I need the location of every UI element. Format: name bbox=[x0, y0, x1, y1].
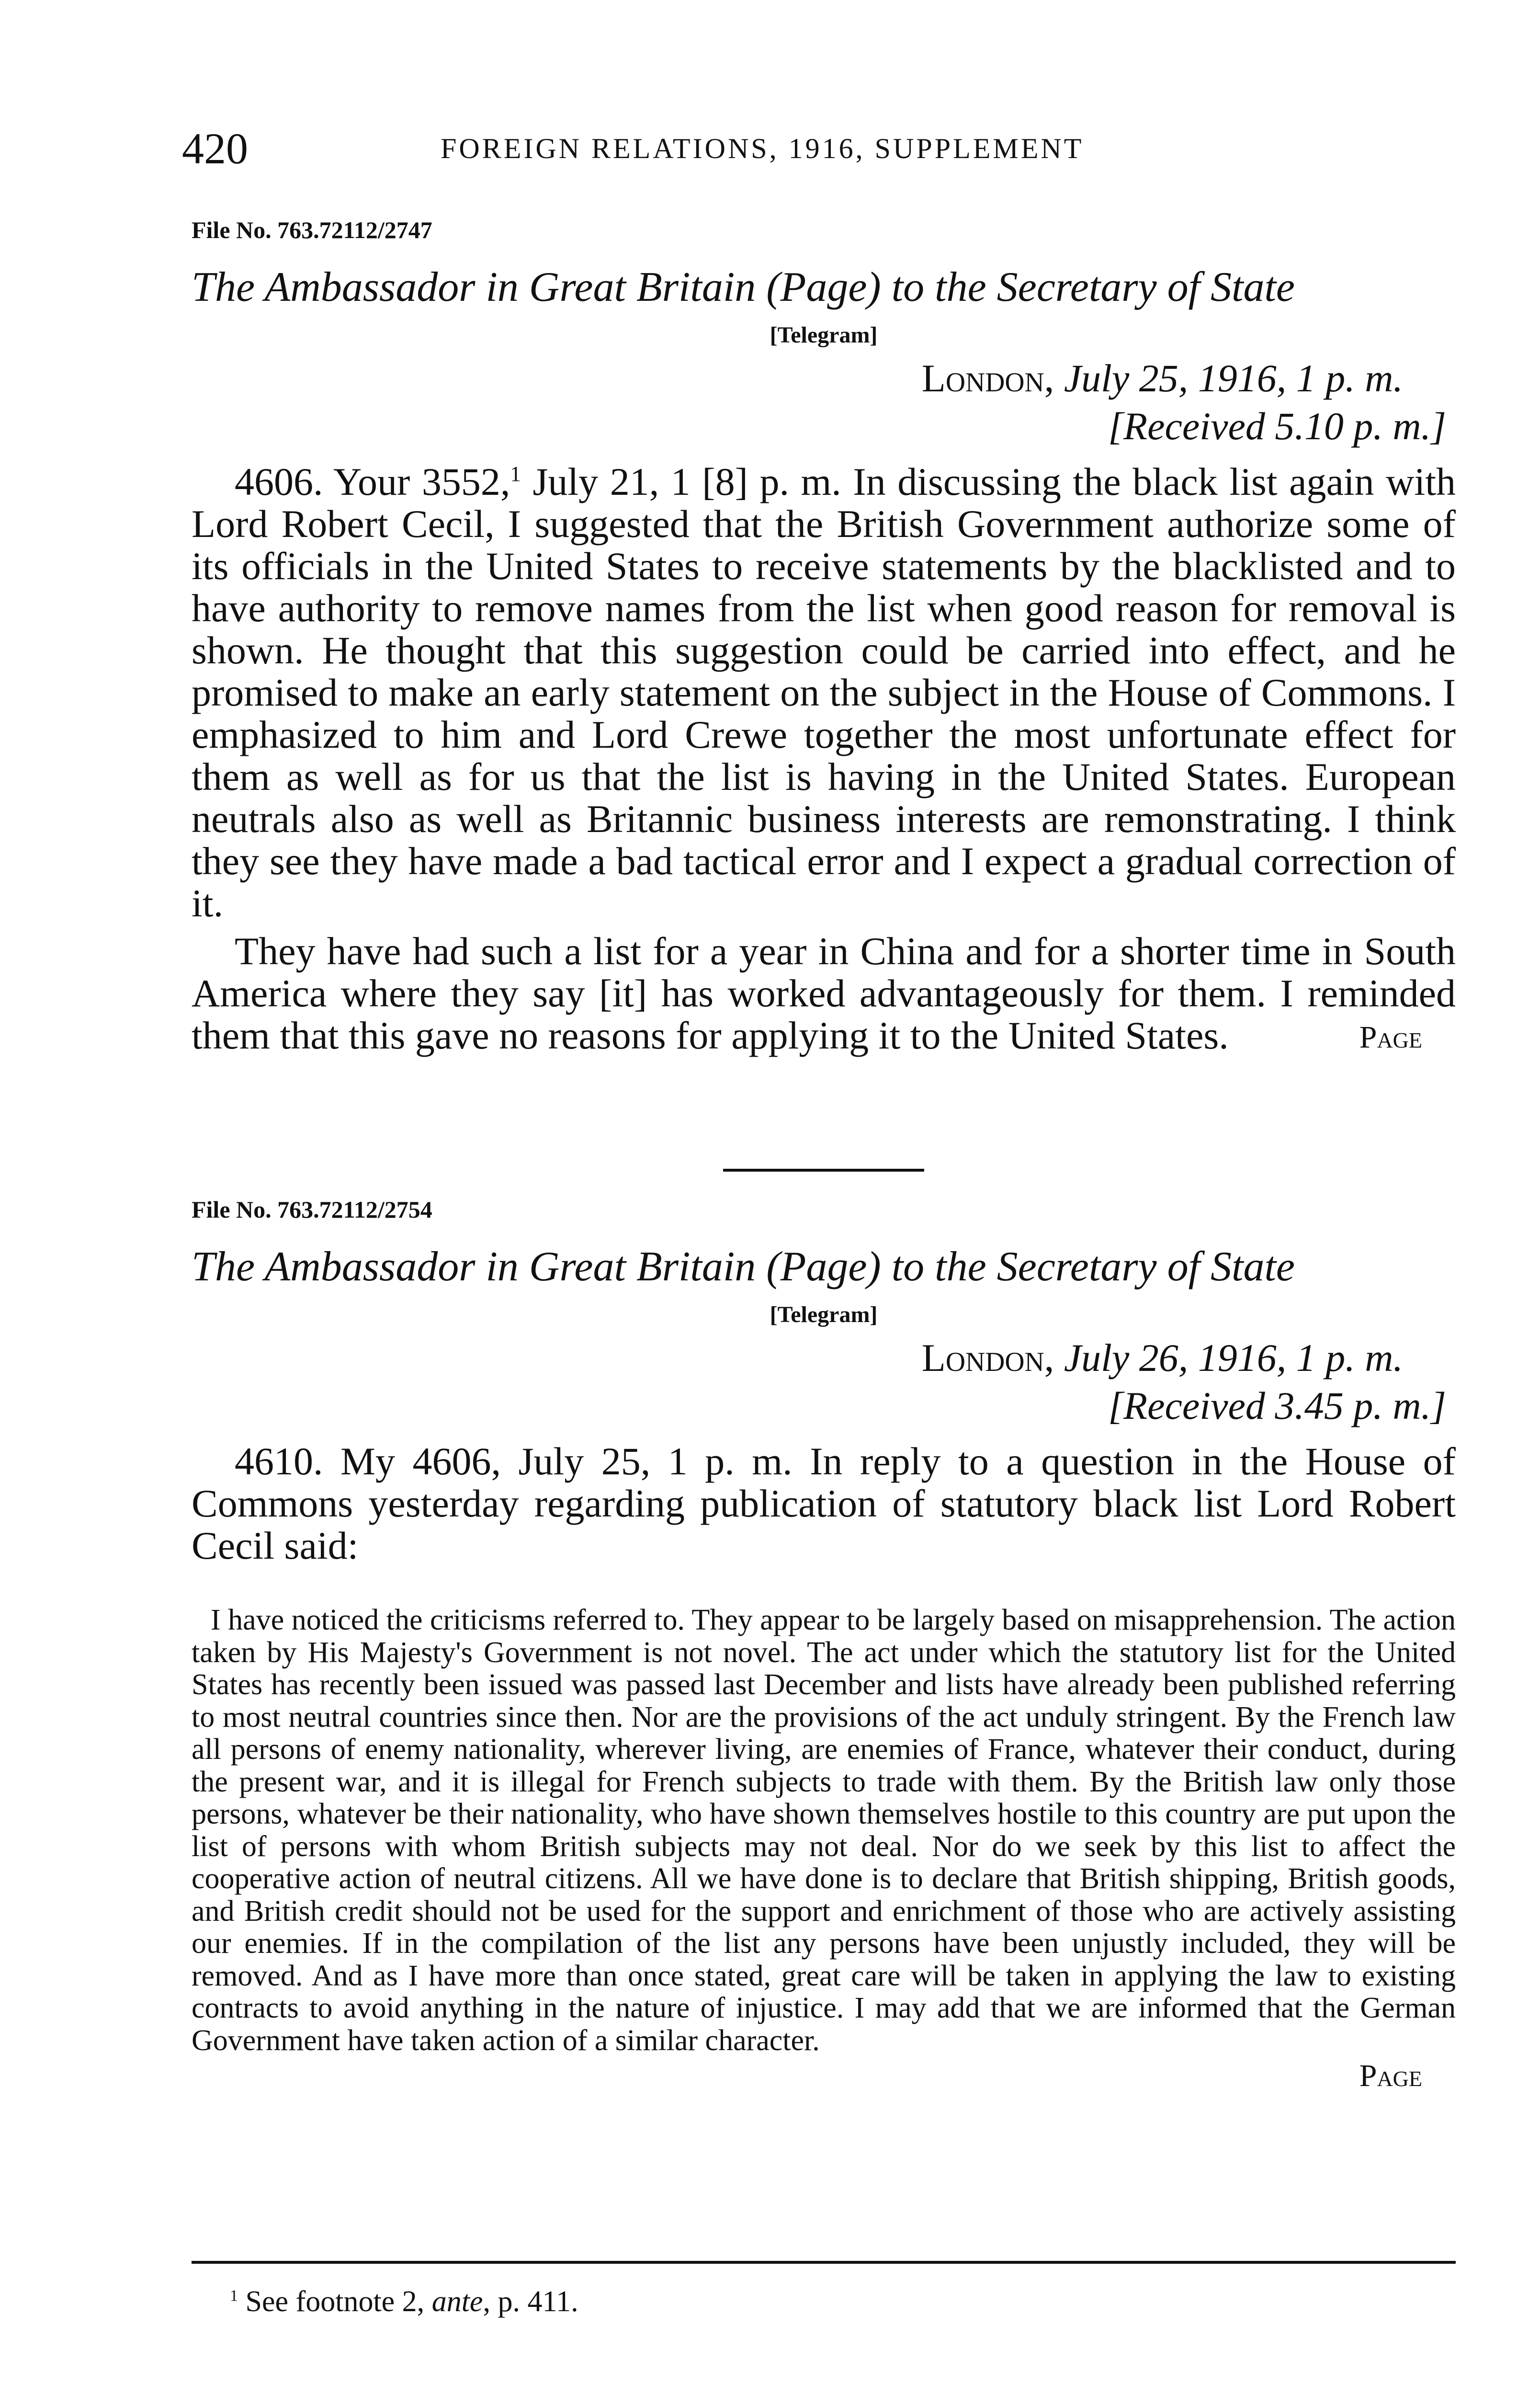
dateline bbox=[192, 354, 1456, 402]
body-paragraph: They have had such a list for a year in China and for a shorter time in South America where they say [it] has worked advantageously for them. I reminded them that this gave no reasons for applying it to the United States. bbox=[192, 929, 1456, 1057]
telegram-label: [Telegram] bbox=[770, 1302, 878, 1327]
footnote-mark: 1 bbox=[230, 2287, 238, 2305]
running-head bbox=[182, 122, 1456, 175]
footnote-rule bbox=[192, 2261, 1456, 2264]
quoted-statement: I have noticed the criticisms referred to. They appear to be largely based on misapprehension. The action taken by His Majesty's Government is not novel. The act under which the statutory list for the United States has recently been issued was passed last December and lists have already been published referring to most neutral countries since then. Nor are the provisions of the act unduly stringent. By the French law all persons of enemy nationality, wherever living, are enemies of France, whatever their conduct, during the present war, and it is illegal for French subjects to trade with them. By the British law only those persons, whatever be their nationality, who have shown themselves hostile to this country are put upon the list of persons with whom British subjects may not deal. Nor do we seek by this list to affect the cooperative action of neutral citizens. All we have done is to declare that British shipping, British goods, and British credit should not be used for the support and enrichment of those who are actively assisting our enemies. If in the compilation of the list any persons have been unjustly included, they will be removed. And as I have more than once stated, great care will be taken in applying the law to existing contracts to avoid anything in the nature of injustice. I may add that we are informed that the German Government have taken action of a similar character. bbox=[192, 1604, 1456, 2057]
body-paragraph bbox=[192, 461, 1456, 924]
received-time: [Received 5.10 p. m.] bbox=[1108, 404, 1446, 448]
dateline-date: July 25, 1916, 1 p. m. bbox=[1064, 356, 1403, 400]
document-heading: The Ambassador in Great Britain (Page) to the Secretary of State bbox=[192, 264, 1295, 310]
telegram-label: [Telegram] bbox=[770, 322, 878, 348]
signature: Page bbox=[1359, 1020, 1422, 1055]
file-number: File No. 763.72112/2747 bbox=[192, 217, 432, 243]
running-title: FOREIGN RELATIONS, 1916, SUPPLEMENT bbox=[441, 133, 1084, 164]
footnote bbox=[230, 2282, 578, 2321]
footnote-ante: ante bbox=[431, 2285, 483, 2318]
dateline-place: London, bbox=[921, 356, 1054, 400]
document-2754 bbox=[192, 1190, 1456, 2095]
dateline bbox=[192, 1334, 1456, 1382]
received-time: [Received 3.45 p. m.] bbox=[1108, 1384, 1446, 1427]
dateline-place: London, bbox=[921, 1336, 1054, 1380]
footnote-page: , p. 411. bbox=[483, 2285, 578, 2318]
footnote-reference: 1 bbox=[510, 462, 521, 486]
footnote-text: See footnote 2, bbox=[238, 2285, 432, 2318]
signature: Page bbox=[1359, 2058, 1422, 2093]
page-number: 420 bbox=[182, 124, 248, 173]
file-number: File No. 763.72112/2754 bbox=[192, 1196, 432, 1223]
paragraph-lead: 4606. Your 3552, bbox=[235, 460, 510, 503]
paragraph-text: July 21, 1 [8] p. m. In discussing the black list again with Lord Robert Cecil, I suggested that the British Government authorize some of its officials in the United States to receive statements by the blacklisted and to have authority to remove names from the list when good reason for removal is shown. He thought that this suggestion could be carried into effect, and he promised to make an early statement on the subject in the House of Commons. I emphasized to him and Lord Crewe together the most unfortunate effect for them as well as for us that the list is having in the United States. European neutrals also as well as Britannic business interests are remonstrating. I think they see they have made a bad tactical error and I expect a gradual correction of it. bbox=[192, 460, 1456, 925]
document-heading: The Ambassador in Great Britain (Page) to the Secretary of State bbox=[192, 1243, 1295, 1290]
section-divider bbox=[723, 1169, 924, 1172]
document-2747 bbox=[192, 211, 1456, 1057]
dateline-date: July 26, 1916, 1 p. m. bbox=[1064, 1336, 1403, 1380]
body-paragraph: 4610. My 4606, July 25, 1 p. m. In reply to a question in the House of Commons yesterday regarding publication of statutory black list Lord Robert Cecil said: bbox=[192, 1439, 1456, 1567]
